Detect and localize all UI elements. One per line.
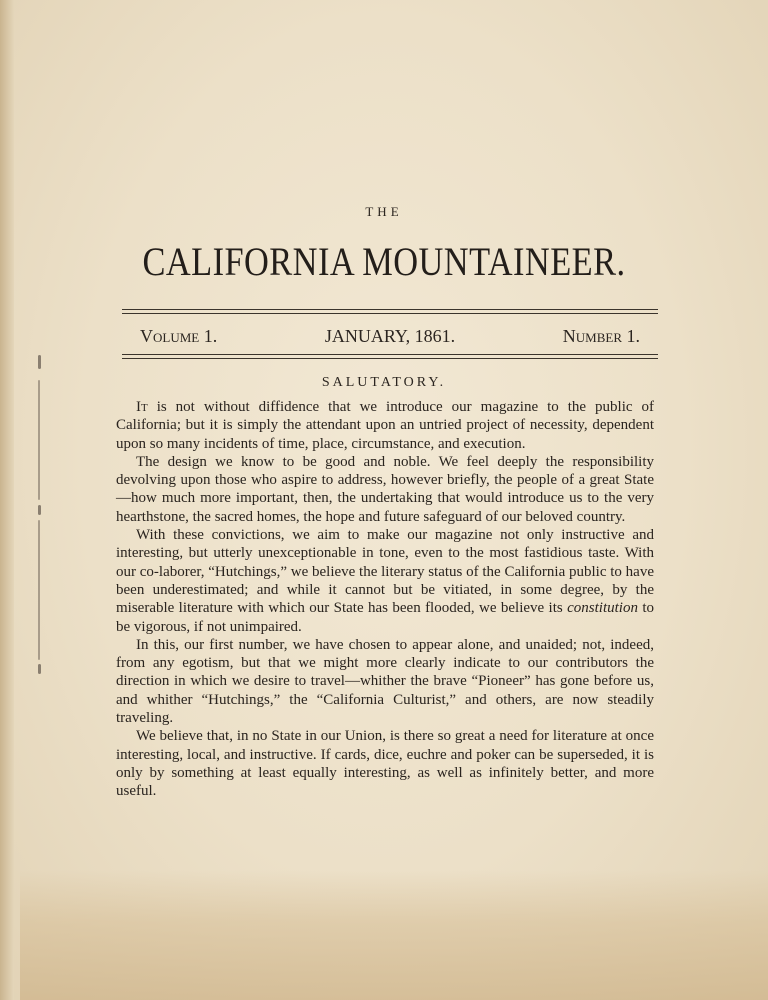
- paragraph: [116, 398, 654, 453]
- binding-mark: [38, 355, 41, 369]
- paragraph-lead: It: [136, 399, 148, 415]
- paragraph-text: With these convictions, we aim to make our magazine not only instructive and interesting, but utterly unexceptionable in tone, even to the most fastidious taste. With our co-laborer, “Hutchings,” we believe the literary status of the California public to have been underestimated; and while it cannot but be vitiated, in some degree, by the miserable literature with which our State has been flooded, we believe its: [116, 527, 654, 617]
- page-edge: [0, 0, 14, 1000]
- binding-mark: [38, 664, 41, 674]
- binding-mark: [38, 380, 40, 500]
- paper-stain: [20, 870, 768, 1000]
- rule-top: [122, 309, 658, 310]
- issue-date: JANUARY, 1861.: [324, 326, 456, 346]
- paragraph-text: is not without diffidence that we introduce our magazine to the public of California; but it is simply the attendant upon an untried project of necessity, dependent upon so many incidents of time, place, circumstance, and execution.: [116, 399, 654, 452]
- masthead-title: CALIFORNIA MOUNTAINEER.: [142, 239, 626, 284]
- issue-line: [140, 326, 640, 347]
- binding-mark: [38, 505, 41, 515]
- binding-mark: [38, 520, 40, 660]
- rule-bottom: [122, 354, 658, 355]
- paragraph: We believe that, in no State in our Union, is there so great a need for literature at once interesting, local, and instructive. If cards, dice, euchre and poker can be superseded, it is only by something at least equally interesting, as well as infinitely better, and more useful.: [116, 728, 654, 800]
- volume-label: Volume 1.: [140, 326, 218, 346]
- emphasis-text: constitution: [567, 600, 638, 617]
- paragraph: [116, 526, 654, 636]
- rule-top-second: [122, 313, 658, 314]
- article-body: [116, 398, 654, 801]
- paragraph: The design we know to be good and noble. We feel deeply the responsibility devolving upon those who aspire to address, however briefly, the people of a great State—how much more important, then, the undertaking that would introduce us to the very hearthstone, the sacred homes, the hope and future safeguard of our beloved country.: [116, 453, 654, 525]
- rule-bottom-second: [122, 358, 658, 359]
- masthead-the: THE: [365, 204, 403, 219]
- paragraph: In this, our first number, we have chosen to appear alone, and unaided; not, indeed, from any egotism, but that we might more clearly indicate to our contributors the direction in which we desire to travel—whither the brave “Pioneer” has gone before us, and whither “Hutchings,” the “California Culturist,” and others, are now steadily traveling.: [116, 636, 654, 727]
- paragraph-text: to be vigorous, if not unimpaired.: [116, 600, 654, 635]
- number-label: Number 1.: [562, 326, 640, 346]
- section-title: SALUTATORY.: [321, 375, 447, 390]
